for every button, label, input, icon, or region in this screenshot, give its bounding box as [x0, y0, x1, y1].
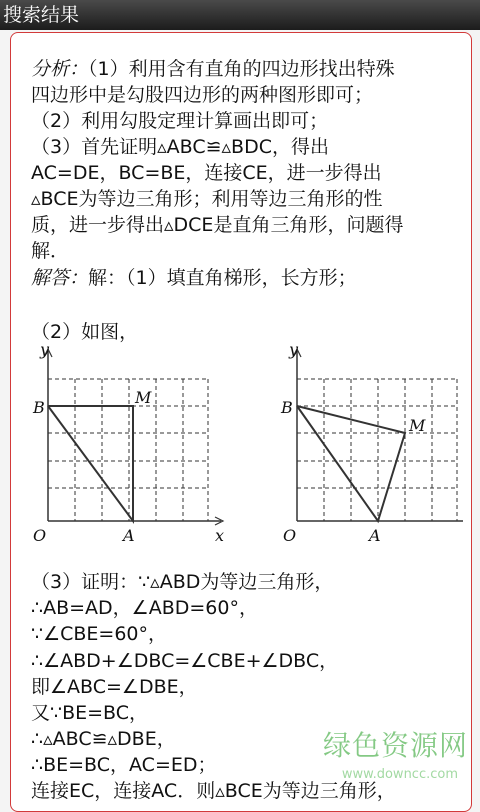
label-m: M [135, 388, 152, 407]
label-y-right: y [289, 340, 299, 359]
analysis-line: AC=DE，BC=BE，连接CE，进一步得出 [31, 162, 382, 184]
proof-line: ∴AB=AD，∠ABD=60°， [31, 597, 258, 619]
label-b: B [33, 398, 45, 417]
figure-right [293, 349, 463, 521]
proof-line: ∴▵ABC≌▵DBE， [31, 728, 176, 750]
title-bar [0, 0, 480, 30]
label-a-right: A [369, 526, 381, 545]
watermark-logo: 绿色资源网 [322, 729, 468, 762]
label-m-right: M [409, 416, 426, 435]
proof-line: （3）证明：∵▵ABD为等边三角形， [31, 571, 334, 593]
proof-line: ∴∠ABD+∠DBC=∠CBE+∠DBC， [31, 650, 339, 672]
proof-line: 即∠ABC=∠DBE， [31, 676, 198, 698]
proof-line: 连接EC，连接AC．则▵BCE为等边三角形， [31, 780, 396, 802]
labels-right [280, 340, 426, 545]
proof-line: 又∵BE=BC， [31, 702, 149, 724]
page-title: 搜索结果 [3, 4, 80, 26]
analysis-line: 四边形中是勾股四边形的两种图形即可； [31, 84, 374, 106]
analysis-line: 解． [31, 240, 70, 262]
analysis-line: 分析：（1）利用含有直角的四边形找出特殊 [31, 58, 395, 80]
label-a: A [123, 526, 135, 545]
grid-left [48, 379, 208, 521]
answer-label: 解答： [31, 267, 89, 289]
label-o: O [33, 526, 47, 545]
shape-left [48, 406, 133, 521]
result-card [10, 32, 472, 812]
label-y: y [40, 340, 50, 359]
label-x: x [215, 526, 225, 545]
analysis-line: 质，进一步得出▵DCE是直角三角形，问题得 [31, 214, 404, 236]
watermark-url: www.downcc.com [341, 767, 458, 782]
label-o-right: O [283, 526, 297, 545]
analysis-label: 分析： [31, 58, 89, 80]
proof-line: ∵∠CBE=60°， [31, 623, 168, 645]
analysis-line: （2）利用勾股定理计算画出即可； [31, 110, 329, 132]
answer-part2: （2）如图， [31, 321, 139, 343]
analysis-line: ▵BCE为等边三角形；利用等边三角形的性 [31, 188, 383, 210]
analysis-line: （3）首先证明▵ABC≌▵BDC，得出 [31, 136, 329, 158]
answer-line: 解答：解：（1）填直角梯形，长方形； [31, 267, 357, 289]
label-b-right: B [281, 398, 293, 417]
proof-line: ∴BE=BC，AC=ED； [31, 754, 217, 776]
coordinate-figures [11, 33, 472, 563]
grid-right [297, 379, 457, 521]
figure-left [44, 349, 223, 525]
